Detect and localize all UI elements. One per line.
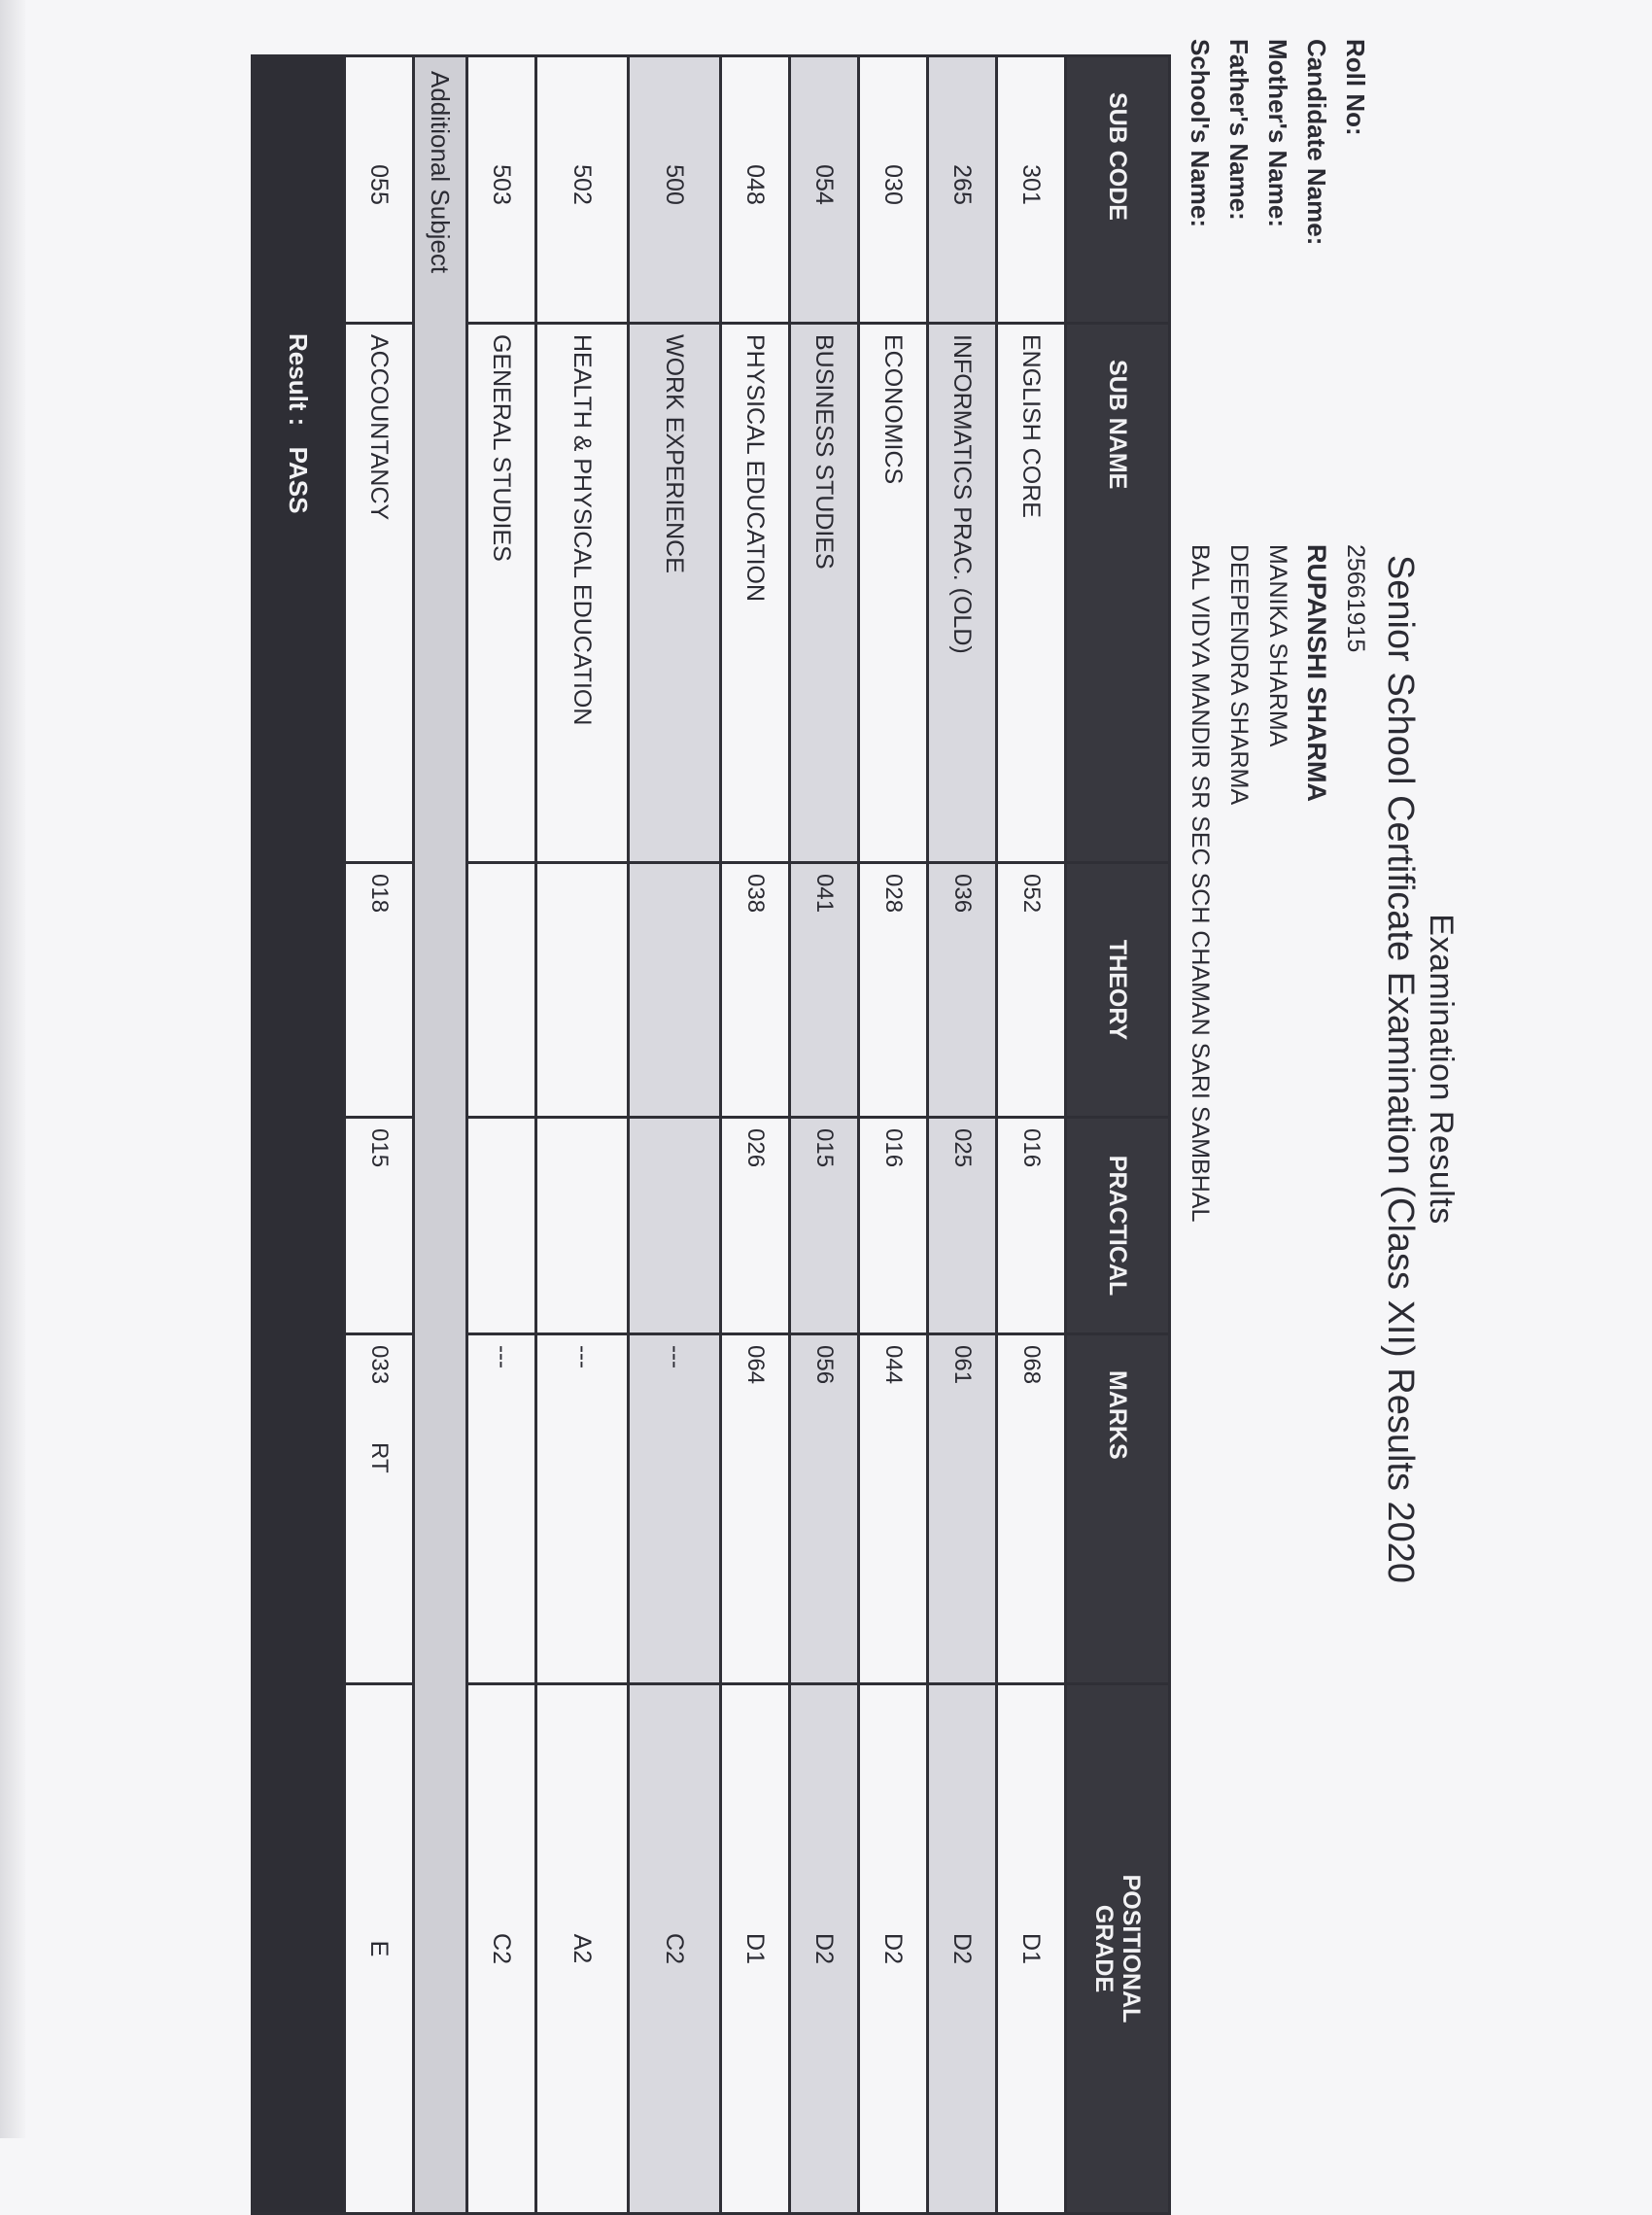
cell-marks: ---: [467, 1334, 536, 1684]
cell-grade: C2: [629, 1684, 721, 2214]
cell-marks: 044: [859, 1334, 928, 1684]
cell-theory: 028: [859, 863, 928, 1118]
cell-grade: A2: [536, 1684, 629, 2214]
cell-theory: [536, 863, 629, 1118]
roll-number-value: 25661915: [1342, 544, 1370, 653]
marks-table: [251, 54, 1171, 2215]
candidate-name-row: [1297, 39, 1336, 1222]
cell-theory: 036: [928, 863, 997, 1118]
marks-note: RT: [366, 1442, 393, 1473]
father-name-value: DEEPENDRA SHARMA: [1225, 544, 1254, 806]
cell-grade: E: [345, 1684, 414, 2214]
cell-theory: 052: [997, 863, 1066, 1118]
cell-theory: [629, 863, 721, 1118]
cell-grade: D1: [997, 1684, 1066, 2214]
cell-practical: 015: [790, 1118, 859, 1334]
cell-sub-name: HEALTH & PHYSICAL EDUCATION: [536, 324, 629, 863]
cell-marks: 068: [997, 1334, 1066, 1684]
school-name-value: BAL VIDYA MANDIR SR SEC SCH CHAMAN SARI SAMBHAL: [1187, 544, 1215, 1223]
cell-sub-name: ACCOUNTANCY: [345, 324, 414, 863]
cell-sub-code: 055: [345, 56, 414, 324]
header-sub-name: SUB NAME: [1066, 324, 1170, 863]
cell-theory: 018: [345, 863, 414, 1118]
result-value: PASS: [284, 446, 314, 514]
cell-practical: 026: [721, 1118, 790, 1334]
cell-sub-code: 048: [721, 56, 790, 324]
cell-practical: [536, 1118, 629, 1334]
cell-sub-code: 054: [790, 56, 859, 324]
candidate-name-label: Candidate Name:: [1302, 39, 1332, 246]
table-row: [467, 56, 536, 2214]
table-row: [721, 56, 790, 2214]
father-name-label: Father's Name:: [1224, 39, 1255, 221]
cell-practical: 016: [859, 1118, 928, 1334]
mother-name-value: MANIKA SHARMA: [1264, 544, 1292, 747]
cell-sub-name: INFORMATICS PRAC. (OLD): [928, 324, 997, 863]
header-positional-grade: [1066, 1684, 1170, 2214]
marks-value: 033: [366, 1345, 393, 1385]
table-header-row: [1066, 56, 1170, 2214]
cell-sub-name: WORK EXPERIENCE: [629, 324, 721, 863]
cell-practical: 025: [928, 1118, 997, 1334]
table-row: [859, 56, 928, 2214]
cell-sub-code: 265: [928, 56, 997, 324]
cell-sub-code: 301: [997, 56, 1066, 324]
cell-sub-code: 030: [859, 56, 928, 324]
table-row: [790, 56, 859, 2214]
cell-sub-code: 503: [467, 56, 536, 324]
cell-practical: 015: [345, 1118, 414, 1334]
cell-grade: D2: [859, 1684, 928, 2214]
cell-marks: 064: [721, 1334, 790, 1684]
cell-sub-code: 500: [629, 56, 721, 324]
cell-marks: 056: [790, 1334, 859, 1684]
cell-marks: ---: [536, 1334, 629, 1684]
cell-practical: [467, 1118, 536, 1334]
table-row: [629, 56, 721, 2214]
cell-sub-name: ECONOMICS: [859, 324, 928, 863]
header-sub-code: SUB CODE: [1066, 56, 1170, 324]
cell-marks: 061: [928, 1334, 997, 1684]
exam-subtitle: Senior School Certificate Examination (Class XII) Results 2020: [1380, 554, 1421, 1584]
header-grade-line1: POSITIONAL: [1118, 1874, 1145, 2024]
cell-practical: 016: [997, 1118, 1066, 1334]
cell-practical: [629, 1118, 721, 1334]
father-name-row: [1220, 39, 1258, 1222]
mother-name-row: [1258, 39, 1297, 1222]
cell-marks: [345, 1334, 414, 1684]
mother-name-label: Mother's Name:: [1263, 39, 1293, 227]
candidate-details: [1181, 39, 1375, 1222]
candidate-name-value: RUPANSHI SHARMA: [1302, 544, 1332, 803]
cell-grade: D2: [928, 1684, 997, 2214]
page-title: Examination Results: [1423, 914, 1460, 1225]
cell-theory: 038: [721, 863, 790, 1118]
cell-sub-code: 502: [536, 56, 629, 324]
cell-marks: ---: [629, 1334, 721, 1684]
header-grade-line2: GRADE: [1090, 1904, 1118, 1993]
cell-sub-name: GENERAL STUDIES: [467, 324, 536, 863]
table-row: [345, 56, 414, 2214]
roll-number-label: Roll No:: [1341, 39, 1371, 136]
cell-grade: D1: [721, 1684, 790, 2214]
school-name-label: School's Name:: [1186, 39, 1216, 228]
additional-subject-label: Additional Subject: [414, 56, 467, 2214]
result-label: Result :: [284, 333, 314, 427]
cell-theory: [467, 863, 536, 1118]
header-marks: MARKS: [1066, 1334, 1170, 1684]
header-theory: THEORY: [1066, 863, 1170, 1118]
additional-subject-row: [414, 56, 467, 2214]
cell-sub-name: ENGLISH CORE: [997, 324, 1066, 863]
result-row: [253, 56, 345, 2214]
table-row: [536, 56, 629, 2214]
cell-theory: 041: [790, 863, 859, 1118]
roll-number-row: [1336, 39, 1375, 1222]
school-name-row: [1181, 39, 1220, 1222]
cell-sub-name: PHYSICAL EDUCATION: [721, 324, 790, 863]
table-row: [997, 56, 1066, 2214]
header-practical: PRACTICAL: [1066, 1118, 1170, 1334]
cell-sub-name: BUSINESS STUDIES: [790, 324, 859, 863]
cell-grade: D2: [790, 1684, 859, 2214]
cell-grade: C2: [467, 1684, 536, 2214]
table-row: [928, 56, 997, 2214]
result-cell: [253, 56, 345, 2214]
